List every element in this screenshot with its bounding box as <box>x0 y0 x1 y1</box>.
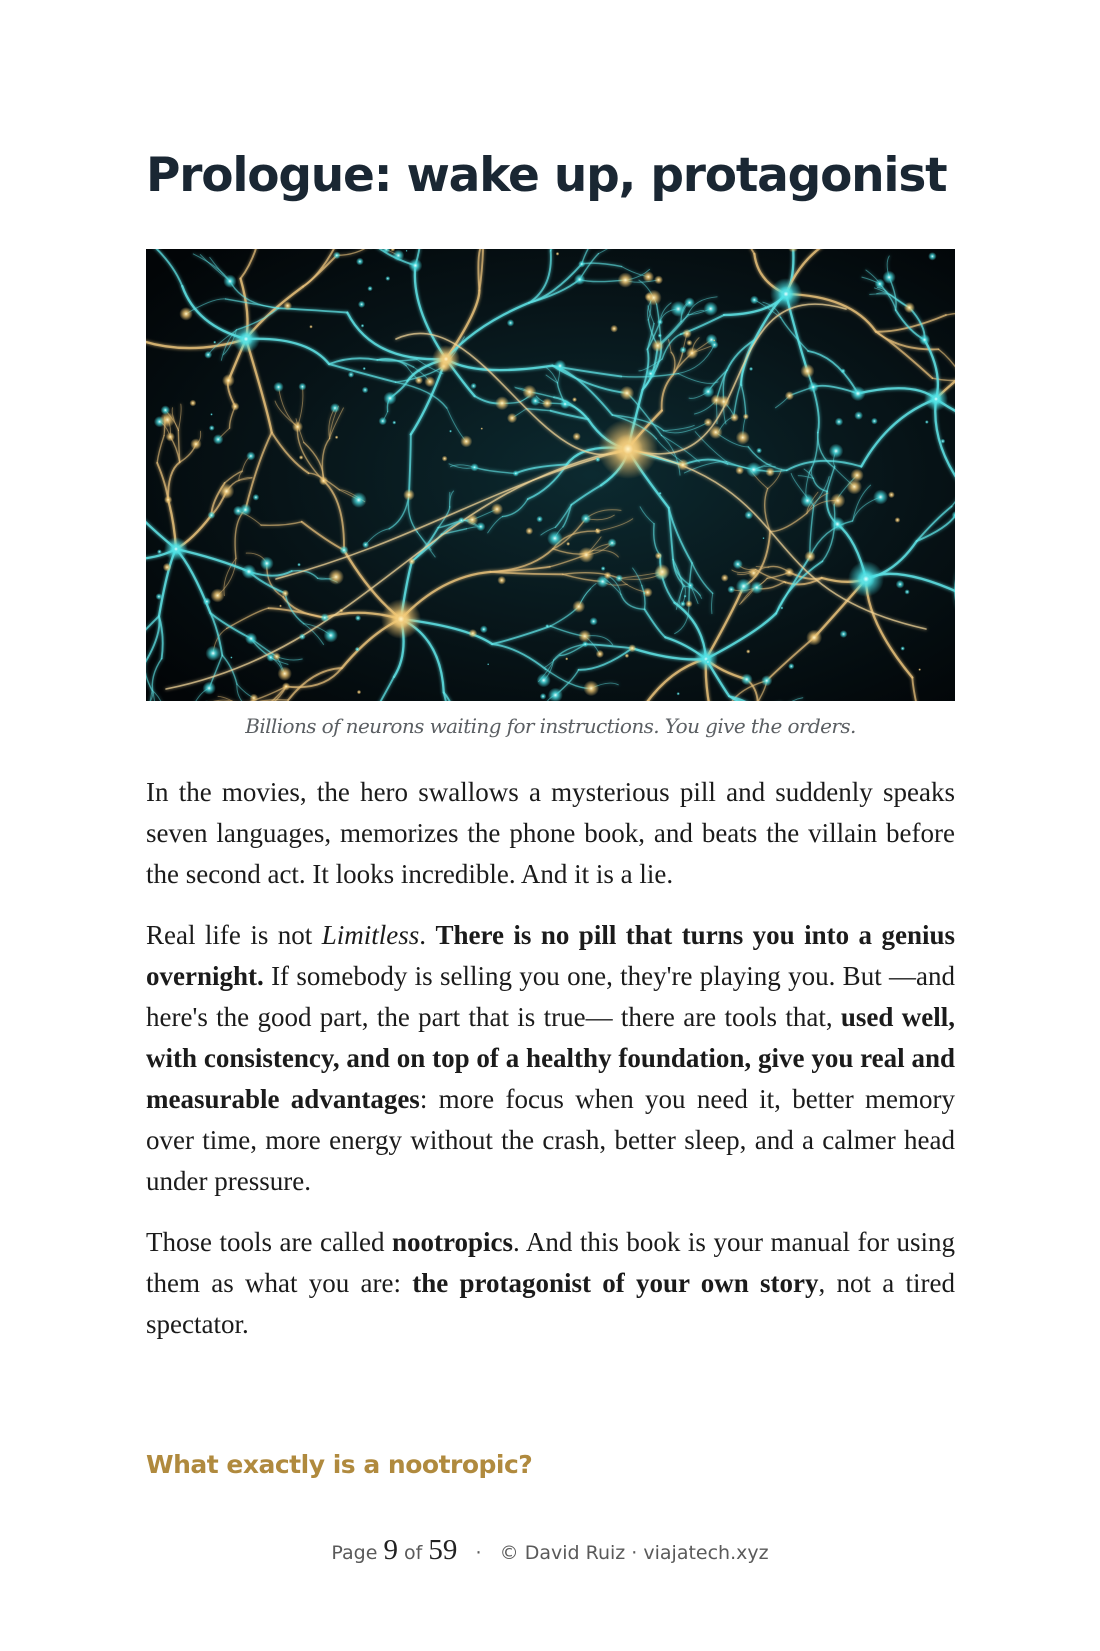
text-run: , not a tired spectator. <box>146 1268 955 1339</box>
paragraph-2 <box>146 915 955 1202</box>
bold-run: There is no pill that turns you into a genius overnight. <box>146 920 956 991</box>
bold-run: nootropics <box>392 1227 514 1257</box>
section-subheading: What exactly is a nootropic? <box>146 1450 533 1479</box>
footer-total-pages: 59 <box>428 1534 458 1566</box>
footer-page-number: 9 <box>383 1534 398 1566</box>
neuron-image <box>146 249 955 701</box>
text-run: . <box>419 920 436 950</box>
text-run: : more focus when you need it, better memory over time, more energy without the crash, better sleep, and a calmer head under pressure. <box>146 1084 956 1196</box>
footer-separator: · <box>475 1542 482 1564</box>
paragraph-1 <box>146 772 955 895</box>
page-footer <box>0 1534 1100 1567</box>
footer-page-word: Page <box>331 1542 378 1564</box>
page-title: Prologue: wake up, protagonist <box>146 148 947 203</box>
italic-run: Limitless <box>321 920 420 950</box>
text-run: If somebody is selling you one, they're playing you. But —and here's the good part, the part that is true— there are tools that, <box>146 961 955 1032</box>
bold-run: the protagonist of your own story <box>412 1268 819 1298</box>
bold-run: used well, with consistency, and on top of a healthy foundation, give you real and measurable advantages <box>146 1002 955 1114</box>
footer-of-word: of <box>404 1542 423 1564</box>
neuron-network-illustration-icon <box>146 249 955 701</box>
text-run: Those tools are called <box>146 1227 393 1257</box>
footer-copyright: © David Ruiz · viajatech.xyz <box>499 1542 769 1564</box>
body-text <box>146 772 955 1365</box>
text-run: Real life is not <box>146 920 322 950</box>
text-run: . And this book is your manual for using them as what you are: <box>146 1227 955 1298</box>
image-caption: Billions of neurons waiting for instructions. You give the orders. <box>245 714 856 738</box>
paragraph-3 <box>146 1222 955 1345</box>
text-run: In the movies, the hero swallows a mysterious pill and suddenly speaks seven languages, memorizes the phone book, and beats the villain before the second act. It looks incredible. And it is a lie. <box>146 777 955 889</box>
